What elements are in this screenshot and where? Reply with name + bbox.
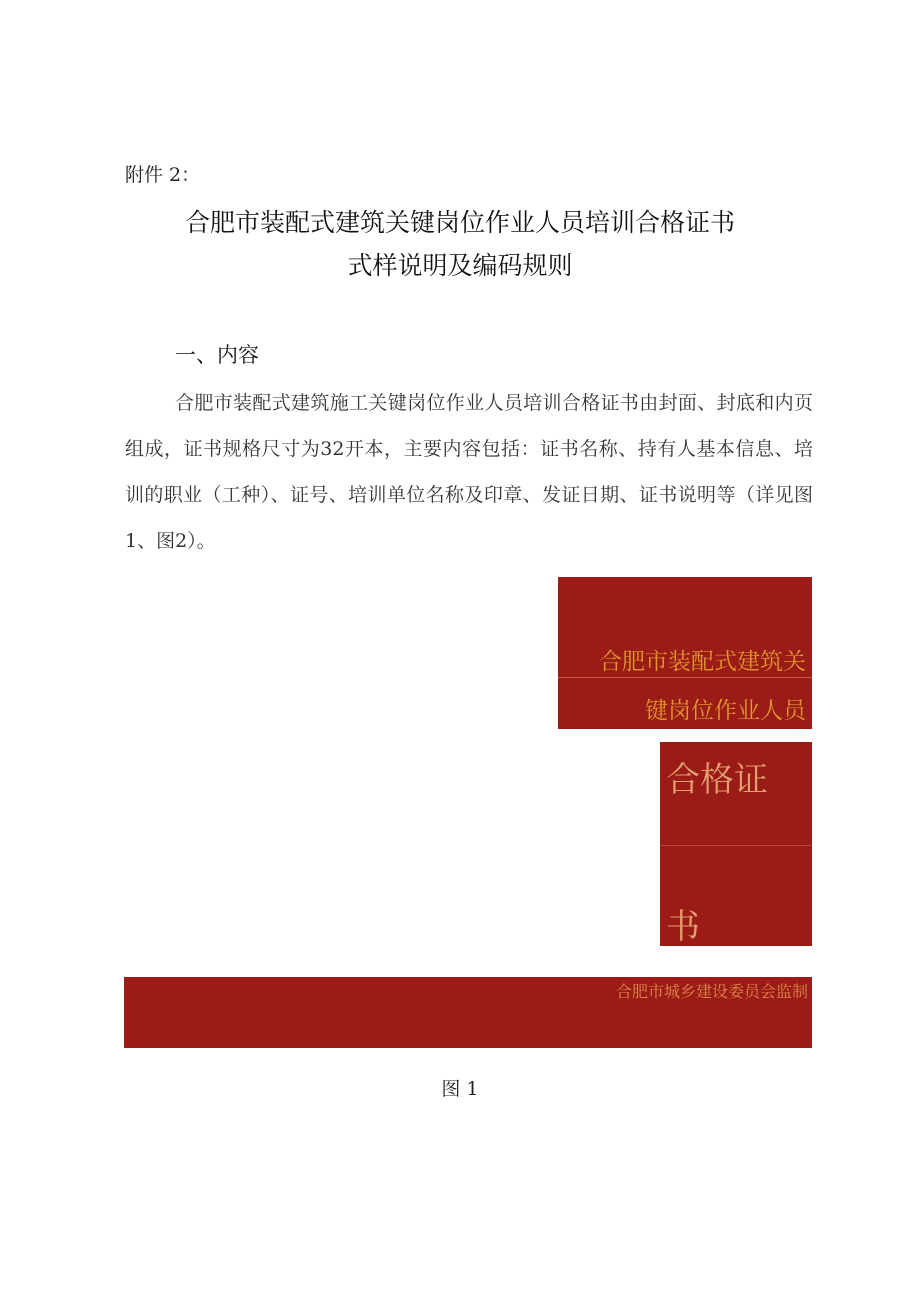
section-heading: 一、内容 [175, 343, 259, 367]
cover-supervisor-text: 合肥市城乡建设委员会监制 [615, 982, 808, 1001]
attachment-label: 附件 2： [125, 164, 201, 186]
cover-header-divider [558, 677, 812, 678]
cover-cert-bottom-text: 书 [666, 907, 700, 947]
cover-cert-block [660, 742, 812, 946]
cover-header-block [558, 577, 812, 729]
cover-cert-divider [660, 845, 812, 846]
content-paragraph: 合肥市装配式建筑施工关键岗位作业人员培训合格证书由封面、封底和内页组成，证书规格尺寸为32开本，主要内容包括：证书名称、持有人基本信息、培训的职业（工种）、证号、培训单位名称及印章、发证日期、证书说明等（详见图1、图2）。 [125, 392, 813, 552]
figure-caption: 图 1 [441, 1078, 479, 1100]
cover-footer-block [124, 977, 812, 1048]
document-title-line1: 合肥市装配式建筑关键岗位作业人员培训合格证书 [184, 208, 735, 237]
cover-header-line1: 合肥市装配式建筑关 [599, 649, 806, 675]
document-title-line2: 式样说明及编码规则 [347, 251, 573, 280]
cover-cert-top-text: 合格证 [666, 760, 768, 800]
cover-header-line2: 键岗位作业人员 [645, 698, 806, 724]
